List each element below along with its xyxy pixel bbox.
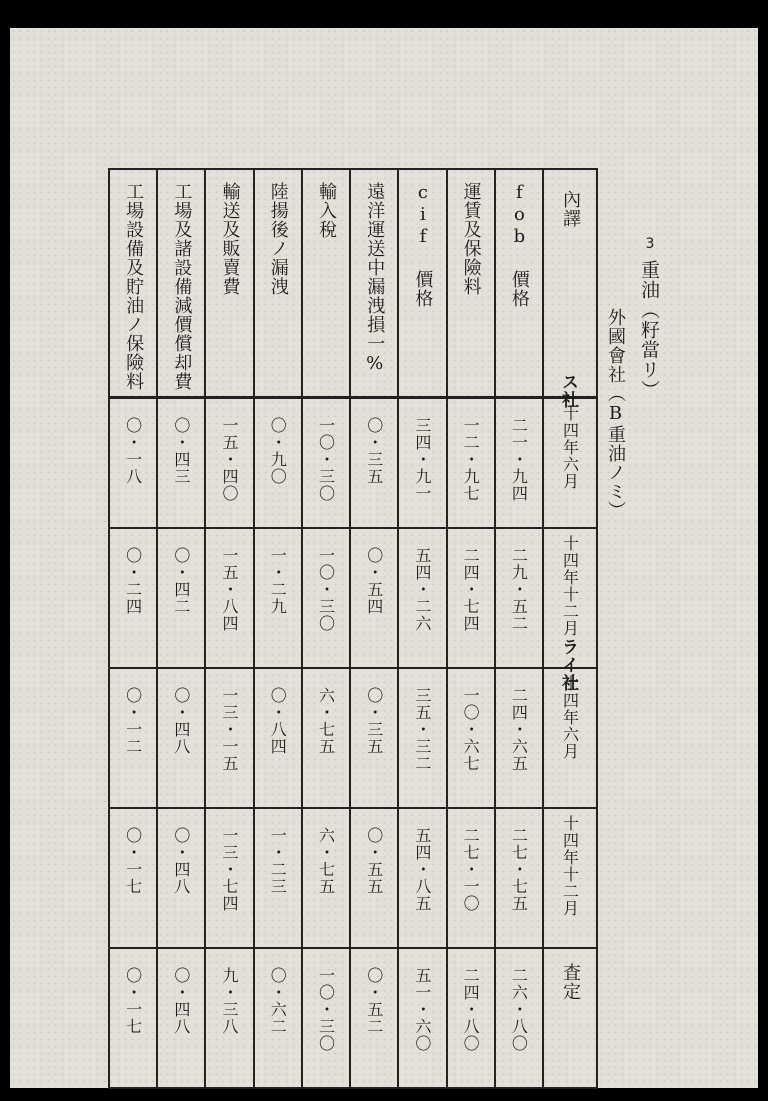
row-label: fob 價格 <box>508 182 530 308</box>
row-label: 輸送及販賣費 <box>219 182 241 296</box>
table-row <box>109 948 597 1088</box>
row-label-cell <box>109 169 157 398</box>
group-label-rai: ライ社 <box>558 638 578 692</box>
header-label: 內譯 <box>560 190 581 228</box>
row-label: 輸入稅 <box>315 182 337 239</box>
value-cell: 一・二三 <box>254 808 302 948</box>
value-cell: 五四・八五 <box>398 808 446 948</box>
row-label-cell <box>447 169 495 398</box>
column-date-label: 十四年十二月 <box>543 528 597 668</box>
row-label-cell <box>205 169 253 398</box>
document-subtitle: 外國會社（B重油ノミ） <box>605 308 626 520</box>
section-number: 3 <box>642 236 658 253</box>
row-label-cell <box>495 169 543 398</box>
value-cell: 〇・三五 <box>350 398 398 528</box>
value-cell: 〇・一七 <box>109 808 157 948</box>
value-cell: 二一・九四 <box>495 398 543 528</box>
value-cell: 〇・六二 <box>254 948 302 1088</box>
value-cell: 〇・四三 <box>157 398 205 528</box>
value-cell: 〇・四二 <box>157 528 205 668</box>
value-cell: 〇・一七 <box>109 948 157 1088</box>
value-cell: 一五・八四 <box>205 528 253 668</box>
value-cell: 二六・八〇 <box>495 948 543 1088</box>
value-cell: 二七・七五 <box>495 808 543 948</box>
row-label-cell <box>157 169 205 398</box>
value-cell: 〇・五五 <box>350 808 398 948</box>
value-cell: 一〇・三〇 <box>302 948 350 1088</box>
value-cell: 一〇・三〇 <box>302 528 350 668</box>
value-cell: 一二・九七 <box>447 398 495 528</box>
value-cell: 〇・四八 <box>157 668 205 808</box>
document-page <box>10 28 758 1088</box>
value-cell: 一〇・三〇 <box>302 398 350 528</box>
assessment-group-label: 査定 <box>543 948 597 1088</box>
value-cell: 二四・七四 <box>447 528 495 668</box>
cost-breakdown-table <box>108 168 598 1089</box>
value-cell: 二四・八〇 <box>447 948 495 1088</box>
value-cell: 三五・三二 <box>398 668 446 808</box>
value-cell: 一〇・六七 <box>447 668 495 808</box>
value-cell: 一三・七四 <box>205 808 253 948</box>
value-cell: 〇・三五 <box>350 668 398 808</box>
column-date-label: 十四年六月 <box>543 398 597 528</box>
value-cell: 〇・四八 <box>157 948 205 1088</box>
row-label: 遠洋運送中漏洩損一% <box>364 182 386 375</box>
value-cell: 〇・二四 <box>109 528 157 668</box>
table-header-row <box>109 169 597 398</box>
value-cell: 二九・五二 <box>495 528 543 668</box>
column-date-label: 十四年十二月 <box>543 808 597 948</box>
value-cell: 〇・五四 <box>350 528 398 668</box>
value-cell: 一・二九 <box>254 528 302 668</box>
document-title: 重油（籽當リ） <box>638 260 660 400</box>
row-label: 運賃及保險料 <box>460 182 482 296</box>
value-cell: 〇・四八 <box>157 808 205 948</box>
value-cell: 〇・一八 <box>109 398 157 528</box>
row-label-cell <box>254 169 302 398</box>
table-row <box>109 398 597 528</box>
column-date-label: 十四年六月 <box>543 668 597 808</box>
table-row <box>109 528 597 668</box>
table-row <box>109 808 597 948</box>
row-label: 陸揚後ノ漏洩 <box>267 182 289 296</box>
header-label-cell <box>543 169 597 398</box>
value-cell: 五四・二六 <box>398 528 446 668</box>
row-label-cell <box>350 169 398 398</box>
group-label-su: ス社 <box>558 373 578 409</box>
value-cell: 二七・一〇 <box>447 808 495 948</box>
value-cell: 五一・六〇 <box>398 948 446 1088</box>
value-cell: 一五・四〇 <box>205 398 253 528</box>
value-cell: 六・七五 <box>302 668 350 808</box>
value-cell: 二四・六五 <box>495 668 543 808</box>
row-label: 工場及諸設備減價償却費 <box>171 182 193 391</box>
value-cell: 〇・八四 <box>254 668 302 808</box>
value-cell: 九・三八 <box>205 948 253 1088</box>
value-cell: 三四・九一 <box>398 398 446 528</box>
value-cell: 〇・九〇 <box>254 398 302 528</box>
row-label-cell <box>302 169 350 398</box>
row-label: 工場設備及貯油ノ保險料 <box>123 182 145 391</box>
row-label: cif 價格 <box>412 182 434 308</box>
value-cell: 〇・五二 <box>350 948 398 1088</box>
value-cell: 一三・一五 <box>205 668 253 808</box>
table-row <box>109 668 597 808</box>
value-cell: 六・七五 <box>302 808 350 948</box>
row-label-cell <box>398 169 446 398</box>
value-cell: 〇・一二 <box>109 668 157 808</box>
